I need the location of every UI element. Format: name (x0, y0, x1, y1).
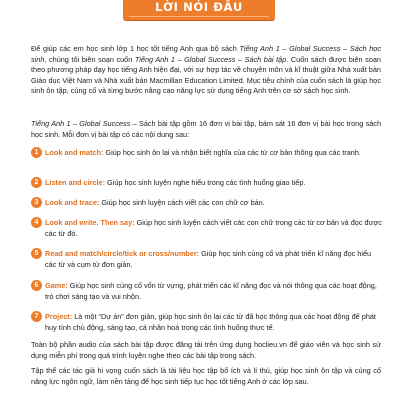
intro-text: Để giúp các em học sinh lớp 1 học tốt tiếng Anh qua bộ sách (31, 44, 240, 53)
activity-description: Giúp học sinh luyện cách viết các con chữ trong các từ cơ bản và đọc được các từ đó. (45, 218, 382, 238)
activity-name: Read and match/circle/tick or cross/number: (45, 249, 200, 258)
number-badge: 5 (31, 248, 42, 259)
intro-text: – Sách bài tập gồm 16 đơn vị bài tập, bám sát 16 đơn vị bài học trong sách học sinh. Mỗi đơn vị bài tập có các nội dung sau: (31, 119, 382, 139)
intro-text: , chúng tôi biên soạn cuốn (44, 54, 135, 64)
list-item-text (45, 312, 383, 333)
activity-name: Look and write. Then say: (45, 218, 135, 227)
number-badge: 6 (31, 280, 42, 291)
page-title: LỜI NÓI ĐẦU (155, 0, 243, 14)
activity-name: Game: (45, 281, 68, 290)
book-title: Tiếng Anh 1 – Global Success (31, 119, 131, 128)
intro-paragraph-2 (31, 119, 381, 140)
number-badge: 7 (31, 311, 42, 322)
book-title-workbook: Tiếng Anh 1 – Global Success – Sách bài tập (134, 54, 287, 64)
list-item-text (45, 249, 383, 270)
activity-description: Giúp học sinh luyện cách viết các con chữ cơ bản. (99, 198, 265, 207)
list-item-text (45, 281, 383, 302)
book-title-student: Tiếng Anh 1 – Global Success – Sách học sinh (31, 44, 381, 64)
activity-description: Giúp học sinh củng cố vốn từ vựng, phát triển các kĩ năng đọc và nói thông qua các hoạt động, trò chơi sáng tạo và vui nhộn. (45, 281, 377, 301)
activity-name: Look and trace: (45, 198, 100, 207)
number-badge: 1 (31, 147, 42, 158)
intro-paragraph-1 (31, 44, 381, 97)
activity-description: Giúp học sinh củng cố và phát triển kĩ năng đọc hiểu các từ và cụm từ đơn giản. (45, 249, 372, 269)
activity-description: Giúp học sinh ôn lại và nhận biết nghĩa của các từ cơ bản thông qua các tranh. (103, 148, 361, 157)
activity-description: Là một “Dự án” đơn giản, giúp học sinh ôn lại các từ đã học thông qua các hoạt động để phát huy tính chủ động, sáng tạo, cá nhân hoá trong các tình huống thực tế. (45, 312, 376, 332)
list-item-text (45, 148, 383, 159)
closing-paragraph-audio: Toàn bộ phần audio của sách bài tập được đăng tải trên ứng dụng hoclieu.vn để giáo viên và học sinh sử dụng miễn phí trong quá trình luyện nghe theo các bài tập trong sách. (31, 340, 381, 360)
number-badge: 2 (31, 177, 42, 188)
title-banner (123, 0, 275, 20)
activity-description: Giúp học sinh luyện nghe hiểu trong các tình huống giao tiếp. (105, 178, 306, 187)
number-badge: 3 (31, 197, 42, 208)
activity-name: Listen and circle: (45, 178, 106, 187)
closing-paragraph-authors: Tập thể các tác giả hi vọng cuốn sách là tài liệu học tập bổ ích và lí thú, giúp học sinh ôn tập và củng cố năng lực ngôn ngữ, làm nền tảng để học sinh tiếp tục học tốt tiếng Anh ở các lớp sau. (31, 366, 381, 386)
number-badge: 4 (31, 217, 42, 228)
intro-text: . Cuốn sách được biên soạn theo phương pháp dạy học tiếng Anh hiện đại, với sự hợp tác về chuyên môn và kĩ thuật giữa Nhà xuất bản Giáo dục Việt Nam và Nhà xuất bản Macmillan Education Limited. Mục tiêu chính của cuốn sách là giúp học sinh ôn tập, củng cố và từng bước nâng cao năng lực sử dụng tiếng Anh trên cơ sở sách học sinh. (31, 54, 381, 96)
list-item-text (45, 198, 383, 209)
activity-name: Project: (45, 312, 73, 321)
list-item-text (45, 178, 383, 189)
list-item-text (45, 218, 383, 239)
activity-name: Look and match: (45, 148, 104, 157)
